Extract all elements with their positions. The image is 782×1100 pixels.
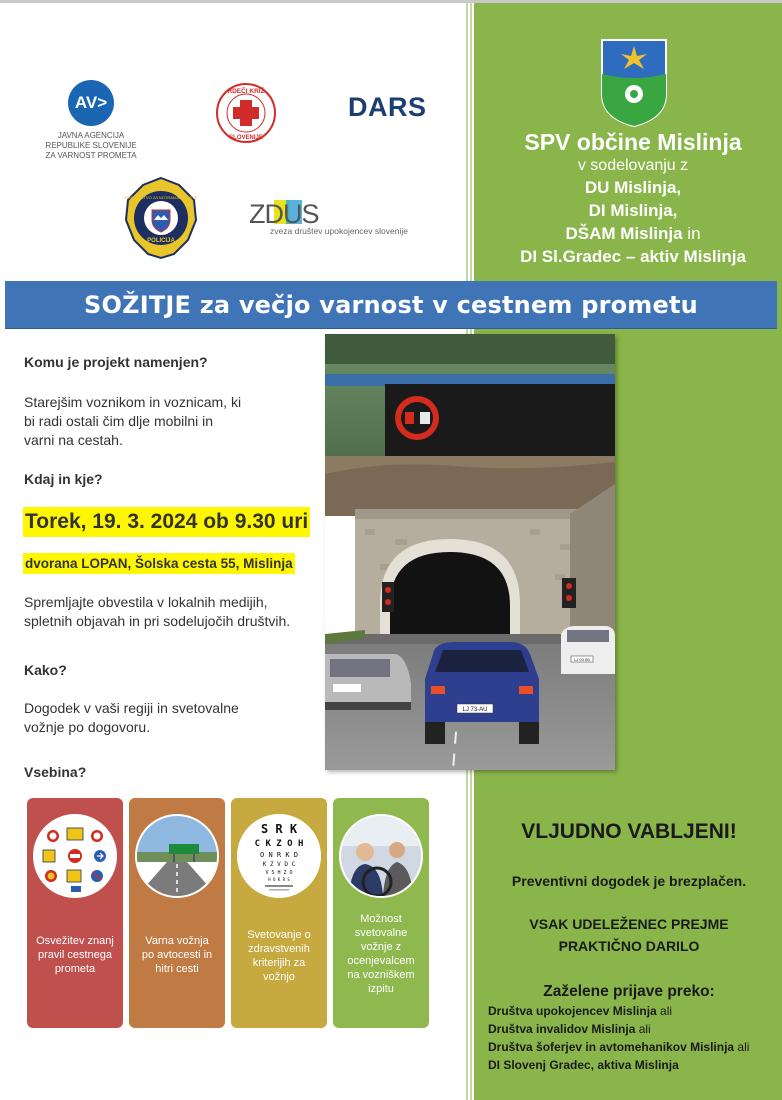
welcome-heading: VLJUDNO VABLJENI! (521, 820, 737, 843)
topic-card-highway (129, 798, 225, 1028)
tunnel-photo (325, 334, 615, 770)
caption-line: izpitu (368, 983, 394, 995)
avp-mark: AV> (74, 93, 108, 112)
car-plate: LJ 03 B0 (574, 657, 590, 662)
eye-chart-row: O N R K D (260, 851, 298, 859)
organizer-connector: in (682, 224, 701, 243)
card-caption (235, 928, 323, 984)
answer-text: Starejšim voznikom in voznicam, ki (24, 394, 242, 410)
police-bottom-text: POLICIJA (147, 238, 175, 244)
caption-line: kriterijih za (252, 957, 306, 969)
answer-text: bi radi ostali čim dlje mobilni in (24, 413, 214, 429)
apply-connector: ali (635, 1022, 651, 1036)
gift-note-line: PRAKTIČNO DARILO (558, 938, 700, 954)
card-caption (31, 934, 119, 976)
apply-list-item (488, 1020, 651, 1038)
police-badge-logo (124, 176, 198, 260)
tunnel-scene (325, 334, 615, 770)
organizer-line: DI Mislinja, (588, 201, 678, 220)
answer-text: spletnih objavah in pri sodelujočih društvih. (24, 613, 291, 629)
apply-list-item (488, 1002, 672, 1020)
caption-line: pravil cestnega (38, 949, 112, 961)
caption-line: na vozniškem (347, 969, 415, 981)
topic-card-drive (333, 798, 429, 1028)
caption-line: po avtocesti in (141, 949, 213, 961)
caption-line: Varna vožnja (145, 935, 209, 947)
apply-connector: ali (656, 1004, 673, 1018)
title-banner: SOŽITJE za večjo varnost v cestnem prometu (5, 281, 777, 329)
caption-line: svetovalne (354, 927, 408, 939)
apply-list-item (488, 1056, 679, 1074)
organizer-title: SPV občine Mislinja (524, 129, 742, 155)
avp-logo (68, 80, 114, 126)
avp-name (36, 131, 146, 161)
gift-note-line: VSAK UDELEŽENEC PREJME (529, 916, 729, 932)
apply-list-item (488, 1038, 749, 1056)
caption-line: Možnost (360, 913, 402, 925)
caption-line: Svetovanje o (247, 929, 311, 941)
event-venue: dvorana LOPAN, Šolska cesta 55, Mislinja (23, 553, 295, 574)
apply-org: Društva upokojencev Mislinja (488, 1004, 657, 1018)
eye-chart-row: K Z V D C (262, 861, 296, 868)
rk-bottom-text: SLOVENIJE (229, 135, 263, 141)
avp-line: JAVNA AGENCIJA (57, 131, 125, 140)
eye-chart-row: H O K R S (268, 877, 290, 882)
zdus-subtitle: zveza društev upokojencev slovenije (270, 226, 408, 236)
organizer-line: DI Sl.Gradec – aktiv Mislinja (520, 247, 746, 266)
organizer-partner: DŠAM Mislinja (565, 224, 683, 243)
police-top-text: MINISTRSTVO ZA NOTRANJE ZADEVE (124, 195, 198, 200)
avp-line: REPUBLIKE SLOVENIJE (45, 141, 137, 150)
question-heading: Kdaj in kje? (24, 471, 103, 487)
apply-connector: ali (734, 1040, 750, 1054)
dars-logo: DARS (348, 92, 427, 122)
caption-line: prometa (54, 963, 96, 975)
card-caption (133, 934, 221, 976)
answer-text: vožnje po dogovoru. (24, 719, 151, 735)
apply-heading: Zaželene prijave preko: (543, 983, 715, 1000)
mislinja-crest-icon (600, 38, 668, 128)
answer-text: varni na cestah. (24, 432, 123, 448)
organizer-block (486, 128, 780, 268)
traffic-signs-icon (33, 814, 117, 898)
caption-line: hitri cesti (155, 963, 199, 975)
eye-chart-row: V S H Z O (265, 870, 293, 876)
question-heading: Vsebina? (24, 764, 87, 780)
question-heading: Komu je projekt namenjen? (24, 354, 208, 370)
apply-org: DI Slovenj Gradec, aktiva Mislinja (488, 1058, 679, 1072)
apply-org: Društva šoferjev in avtomehanikov Mislinja (488, 1040, 735, 1054)
caption-line: zdravstvenih (248, 943, 310, 955)
answer-text: Spremljajte obvestila v lokalnih medijih, (24, 594, 268, 610)
driving-lesson-icon (339, 814, 423, 898)
caption-line: vožnje z (360, 941, 402, 953)
organizer-line: DU Mislinja, (584, 178, 682, 197)
car-plate: LJ 73-AU (462, 707, 488, 713)
card-caption (337, 912, 425, 996)
eye-chart-icon (237, 814, 321, 898)
answer-text: Dogodek v vaši regiji in svetovalne (24, 700, 239, 716)
free-event-note: Preventivni dogodek je brezplačen. (511, 873, 747, 889)
zdus-wordmark: ZDUS (249, 199, 319, 229)
question-heading: Kako? (24, 662, 67, 678)
red-cross-logo (212, 82, 280, 144)
eye-chart-row: C K Z O H (254, 839, 304, 849)
eye-chart-row: S R K (260, 822, 298, 836)
caption-line: Osvežitev znanj (36, 935, 114, 947)
rk-top-text: RDEČI KRIŽ (227, 88, 265, 95)
topic-card-health (231, 798, 327, 1028)
event-date: Torek, 19. 3. 2024 ob 9.30 uri (23, 507, 310, 537)
caption-line: ocenjevalcem (347, 955, 415, 967)
organizer-line: v sodelovanju z (577, 157, 689, 174)
topic-card-rules (27, 798, 123, 1028)
caption-line: vožnjo (263, 971, 295, 983)
apply-org: Društva invalidov Mislinja (488, 1022, 636, 1036)
organizer-line (486, 222, 780, 245)
highway-icon (135, 814, 219, 898)
avp-line: ZA VARNOST PROMETA (45, 151, 137, 160)
